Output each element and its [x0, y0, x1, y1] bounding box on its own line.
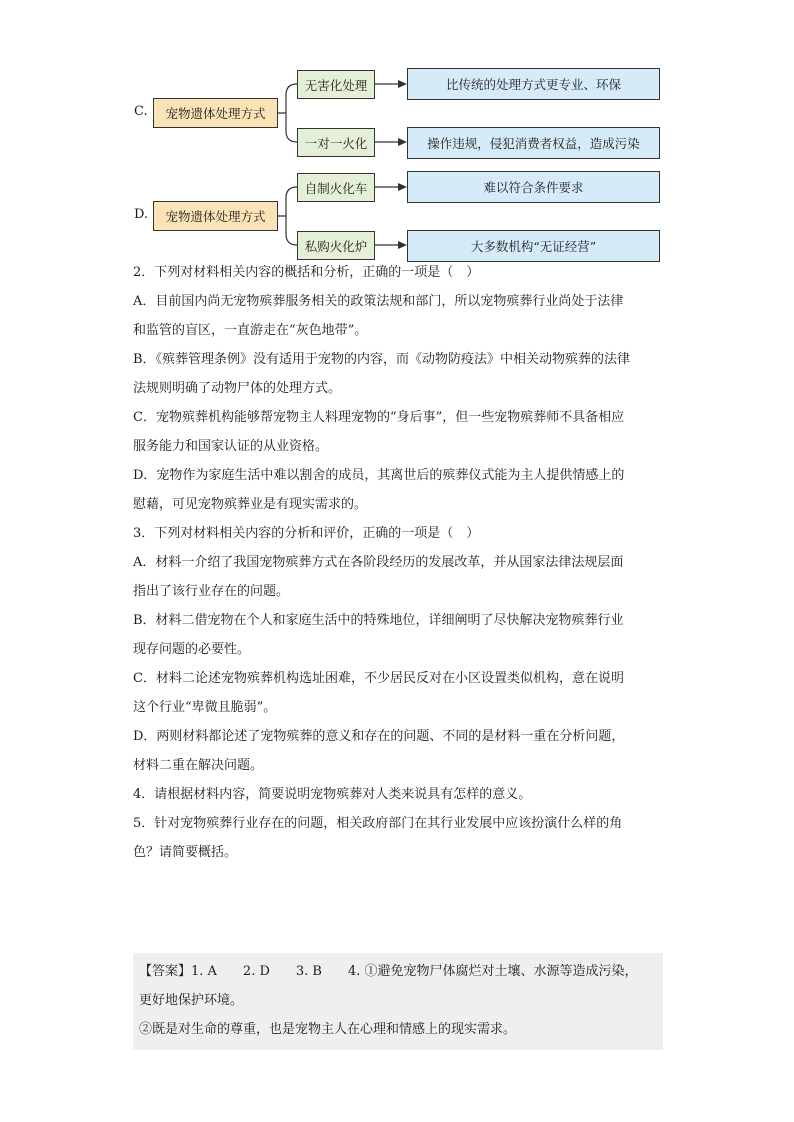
question-5-stem-line-2: 色？请简要概括。	[133, 845, 238, 860]
option-c-letter: C.	[134, 104, 148, 119]
q3-option-d-line-1: D．两则材料都论述了宠物殡葬的意义和存在的问题、不同的是材料一重在分析问题，	[133, 729, 625, 744]
q3-option-d-line-2: 材料二重在解决问题。	[133, 758, 264, 773]
diagram-c-result-2: 操作违规，侵犯消费者权益，造成污染	[407, 127, 660, 159]
q2-option-b-line-1: B．《殡葬管理条例》没有适用于宠物的内容，而《动物防疫法》中相关动物殡葬的法律	[133, 352, 631, 367]
question-3-stem: 3．下列对材料相关内容的分析和评价，正确的一项是（ ）	[133, 526, 480, 541]
q2-option-c-line-1: C．宠物殡葬机构能够帮宠物主人料理宠物的“身后事”，但一些宠物殡葬师不具备相应	[133, 410, 625, 425]
diagram-c-branch-1: 无害化处理	[297, 70, 375, 99]
answer-line-2: 更好地保护环境。	[139, 993, 244, 1008]
arrowhead-icon	[398, 138, 407, 146]
question-5-stem-line-1: 5．针对宠物殡葬行业存在的问题，相关政府部门在其行业发展中应该扮演什么样的角	[133, 816, 623, 831]
arrowhead-icon	[398, 183, 407, 191]
diagram-connectors	[0, 0, 794, 270]
branch-lines-c	[278, 84, 297, 142]
option-diagrams	[0, 0, 794, 270]
diagram-c-root: 宠物遗体处理方式	[153, 98, 278, 128]
q2-option-a-line-2: 和监管的盲区，一直游走在“灰色地带”。	[133, 323, 368, 338]
question-text	[133, 258, 663, 867]
q3-option-a-line-1: A．材料一介绍了我国宠物殡葬方式在各阶段经历的发展改革，并从国家法律法规层面	[133, 555, 624, 570]
diagram-c-result-1: 比传统的处理方式更专业、环保	[407, 68, 660, 100]
answer-line-1: 【答案】1. A 2. D 3. B 4. ①避免宠物尸体腐烂对土壤、水源等造成污染，	[139, 964, 638, 979]
q3-option-b-line-1: B．材料二借宠物在个人和家庭生活中的特殊地位，详细阐明了尽快解决宠物殡葬行业	[133, 613, 624, 628]
q2-option-d-line-1: D．宠物作为家庭生活中难以割舍的成员，其离世后的殡葬仪式能为主人提供情感上的	[133, 468, 625, 483]
q3-option-c-line-1: C．材料二论述宠物殡葬机构选址困难，不少居民反对在小区设置类似机构，意在说明	[133, 671, 624, 686]
answer-box	[133, 953, 663, 1050]
question-2-stem: 2．下列对材料相关内容的概括和分析，正确的一项是（ ）	[133, 265, 480, 280]
arrowhead-icon	[398, 80, 407, 88]
diagram-d-result-2: 大多数机构“无证经营”	[407, 230, 660, 262]
q2-option-c-line-2: 服务能力和国家认证的从业资格。	[133, 439, 329, 454]
arrowhead-icon	[398, 241, 407, 249]
diagram-d-branch-2: 私购火化炉	[297, 231, 375, 260]
question-4-stem: 4．请根据材料内容，简要说明宠物殡葬对人类来说具有怎样的意义。	[133, 787, 532, 802]
q2-option-a-line-1: A．目前国内尚无宠物殡葬服务相关的政策法规和部门，所以宠物殡葬行业尚处于法律	[133, 294, 624, 309]
q2-option-d-line-2: 慰藉，可见宠物殡葬业是有现实需求的。	[133, 497, 368, 512]
q2-option-b-line-2: 法规则明确了动物尸体的处理方式。	[133, 381, 342, 396]
answer-line-3: ②既是对生命的尊重，也是宠物主人在心理和情感上的现实需求。	[139, 1022, 517, 1037]
diagram-c-branch-2: 一对一火化	[297, 128, 375, 157]
option-d-letter: D.	[134, 207, 149, 222]
diagram-d-root: 宠物遗体处理方式	[153, 201, 278, 231]
q3-option-a-line-2: 指出了该行业存在的问题。	[133, 584, 290, 599]
branch-lines-d	[278, 187, 297, 245]
q3-option-b-line-2: 现存问题的必要性。	[133, 642, 251, 657]
diagram-d-branch-1: 自制火化车	[297, 173, 375, 202]
diagram-d-result-1: 难以符合条件要求	[407, 171, 660, 203]
q3-option-c-line-2: 这个行业“卑微且脆弱”。	[133, 700, 277, 715]
